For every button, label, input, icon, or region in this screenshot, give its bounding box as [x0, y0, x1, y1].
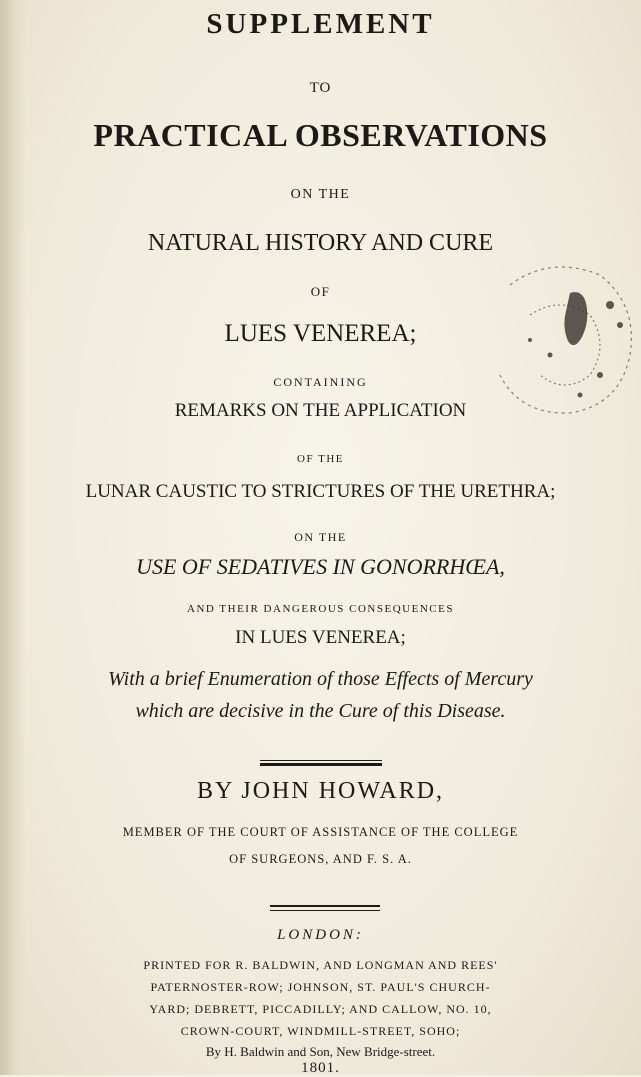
heading-natural-history: NATURAL HISTORY AND CURE [147, 230, 494, 256]
heading-of: OF [310, 284, 331, 299]
subtitle-brief-enumeration: With a brief Enumeration of those Effects of Mercury [108, 668, 533, 690]
imprint-line-4: CROWN-COURT, WINDMILL-STREET, SOHO; [180, 1024, 461, 1038]
imprint-line-3: YARD; DEBRETT, PICCADILLY; AND CALLOW, NO. 10, [149, 1002, 492, 1016]
heading-in-lues-venerea: IN LUES VENEREA; [235, 627, 406, 648]
heading-remarks: REMARKS ON THE APPLICATION [174, 400, 467, 421]
heading-lunar-caustic: LUNAR CAUSTIC TO STRICTURES OF THE URETHRA; [85, 481, 556, 502]
imprint-line-1: PRINTED FOR R. BALDWIN, AND LONGMAN AND REES' [143, 958, 498, 972]
author-membership: MEMBER OF THE COURT OF ASSISTANCE OF THE COLLEGE [122, 825, 519, 839]
heading-use-of-sedatives: USE OF SEDATIVES IN GONORRHŒA, [136, 554, 505, 579]
imprint-line-2: PATERNOSTER-ROW; JOHNSON, ST. PAUL'S CHURCH- [150, 980, 491, 994]
library-stamp-icon [470, 245, 641, 425]
author-name: BY JOHN HOWARD, [196, 778, 445, 804]
heading-lues-venerea: LUES VENEREA; [224, 320, 417, 347]
author-membership-2: OF SURGEONS, AND F. S. A. [229, 852, 412, 866]
imprint-city: LONDON: [277, 927, 364, 943]
heading-supplement: SUPPLEMENT [206, 8, 435, 40]
heading-dangerous-consequences: AND THEIR DANGEROUS CONSEQUENCES [187, 603, 454, 615]
divider-rule-thin [260, 760, 382, 761]
divider-rule-thick-2 [270, 905, 380, 907]
imprint-sold-by: By H. Baldwin and Son, New Bridge-street. [205, 1044, 436, 1059]
divider-rule-thin-2 [270, 910, 380, 911]
heading-on-the: ON THE [290, 187, 351, 202]
heading-of-the: OF THE [297, 453, 344, 465]
heading-to: TO [309, 80, 332, 96]
heading-practical: PRACTICAL OBSERVATIONS [93, 117, 548, 153]
heading-containing: CONTAINING [273, 375, 368, 389]
divider-rule-thick [260, 763, 382, 766]
subtitle-decisive-cure: which are decisive in the Cure of this Disease. [135, 700, 506, 722]
imprint-year: 1801. [301, 1060, 340, 1076]
heading-on-the-2: ON THE [294, 530, 347, 544]
